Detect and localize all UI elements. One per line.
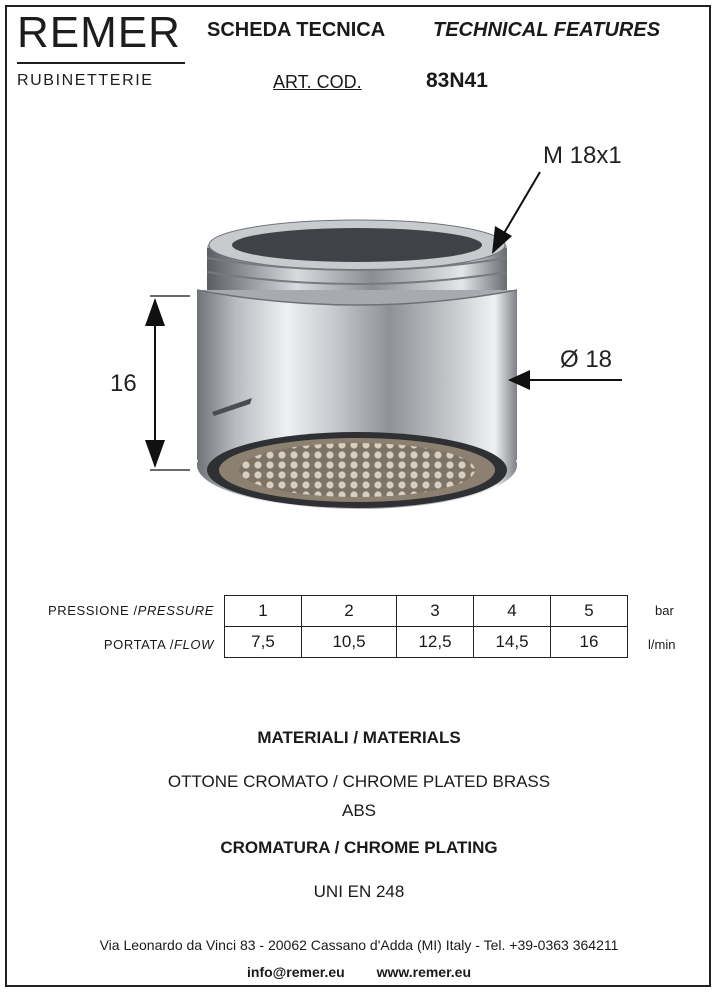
title-italian: SCHEDA TECNICA — [207, 19, 386, 41]
pressure-unit: bar — [655, 603, 674, 618]
article-code: 83N41 — [426, 69, 488, 92]
flow-row-label — [14, 637, 214, 652]
flow-label-it: PORTATA / — [103, 637, 175, 652]
material-primary: OTTONE CROMATO / CHROME PLATED BRASS — [167, 772, 551, 791]
table-cell: 1 — [225, 596, 302, 627]
table-cell: 12,5 — [397, 627, 474, 658]
height-dimension-label: 16 — [110, 370, 137, 397]
thread-dimension-label: M 18x1 — [543, 142, 622, 169]
brand-logo: REMER — [17, 8, 181, 57]
materials-title: MATERIALI / MATERIALS — [257, 728, 461, 747]
company-address: Via Leonardo da Vinci 83 - 20062 Cassano d'Adda (MI) Italy - Tel. +39-0363 364211 — [99, 937, 619, 953]
contact-line — [0, 964, 718, 980]
pressure-label-en: PRESSURE — [137, 603, 214, 618]
table-row — [225, 627, 628, 658]
title-english: TECHNICAL FEATURES — [433, 19, 661, 41]
website-link[interactable]: www.remer.eu — [376, 964, 471, 980]
pressure-flow-table — [224, 595, 628, 658]
thread-section — [207, 220, 507, 290]
table-row — [225, 596, 628, 627]
thread-callout-arrow — [492, 172, 540, 254]
pressure-label-it: PRESSIONE / — [47, 603, 138, 618]
table-cell: 10,5 — [302, 627, 397, 658]
table-cell: 14,5 — [474, 627, 551, 658]
flow-label-en: FLOW — [174, 637, 214, 652]
height-dimension — [145, 296, 190, 470]
pressure-row-label — [14, 603, 214, 618]
table-cell: 4 — [474, 596, 551, 627]
flow-unit: l/min — [648, 637, 676, 652]
table-cell: 7,5 — [225, 627, 302, 658]
material-secondary: ABS — [341, 801, 377, 820]
brand-subtitle: RUBINETTERIE — [17, 72, 154, 89]
table-cell: 3 — [397, 596, 474, 627]
honeycomb-insert — [207, 432, 507, 508]
email-link[interactable]: info@remer.eu — [247, 964, 345, 980]
plating-title: CROMATURA / CHROME PLATING — [220, 838, 498, 857]
table-cell: 16 — [551, 627, 628, 658]
plating-standard: UNI EN 248 — [313, 882, 405, 901]
table-cell: 2 — [302, 596, 397, 627]
diameter-dimension-label: Ø 18 — [560, 346, 613, 373]
table-cell: 5 — [551, 596, 628, 627]
article-code-label: ART. COD. — [273, 72, 362, 92]
